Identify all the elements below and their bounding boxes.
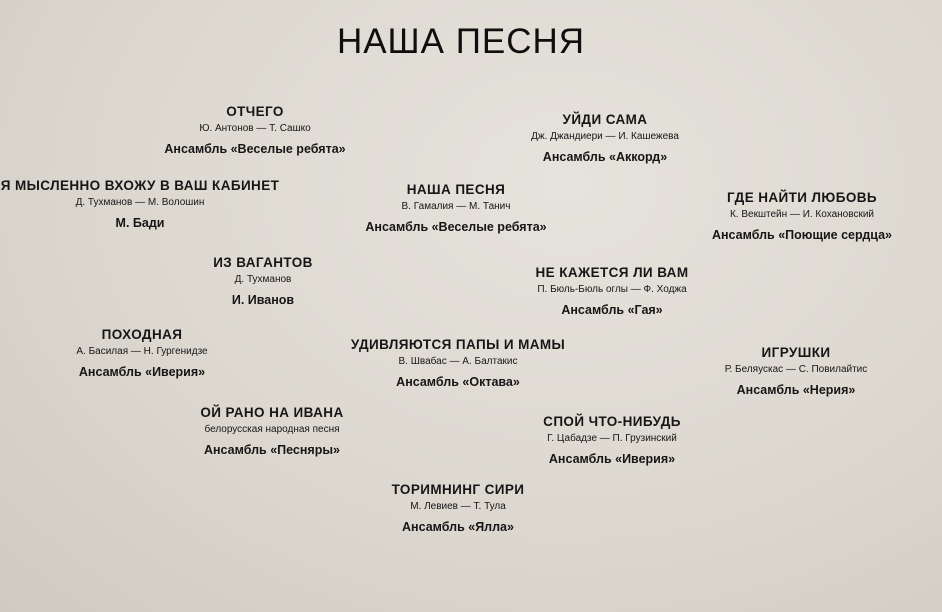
song-title: ТОРИМНИНГ СИРИ <box>391 482 525 497</box>
song-performer: Ансамбль «Нерия» <box>736 383 856 397</box>
song-performer: Ансамбль «Веселые ребята» <box>365 220 547 234</box>
song-performer: Ансамбль «Иверия» <box>548 452 676 466</box>
song-performer: Ансамбль «Веселые ребята» <box>164 142 346 156</box>
song-ne-kazhetsya-li-vam <box>512 264 712 318</box>
song-title: ОТЧЕГО <box>226 104 284 119</box>
song-title: ГДЕ НАЙТИ ЛЮБОВЬ <box>726 190 878 205</box>
song-ya-myslenno <box>0 177 280 231</box>
song-iz-vagantov <box>193 254 333 308</box>
song-authors: Р. Беляускас — С. Повилайтис <box>724 364 868 375</box>
song-authors: Ю. Антонов — Т. Сашко <box>199 123 311 134</box>
song-gde-nayti-lyubov <box>692 189 912 243</box>
song-authors: Д. Тухманов — М. Волошин <box>75 197 205 208</box>
song-performer: Ансамбль «Ялла» <box>402 520 514 534</box>
song-title: ИЗ ВАГАНТОВ <box>213 255 313 270</box>
song-otchego <box>155 103 355 157</box>
song-authors: П. Бюль-Бюль оглы — Ф. Ходжа <box>537 284 687 295</box>
song-authors: белорусская народная песня <box>204 424 340 435</box>
song-spoy-chto-nibud <box>522 413 702 467</box>
page-title: НАША ПЕСНЯ <box>336 22 586 61</box>
song-performer: Ансамбль «Поющие сердца» <box>711 228 893 242</box>
song-title: СПОЙ ЧТО-НИБУДЬ <box>543 414 681 429</box>
song-pokhodnaya <box>62 326 222 380</box>
song-title: УЙДИ САМА <box>562 112 648 127</box>
song-oy-rano-na-ivana <box>182 404 362 458</box>
song-title: НЕ КАЖЕТСЯ ЛИ ВАМ <box>535 265 689 280</box>
song-authors: К. Векштейн — И. Кохановский <box>729 209 874 220</box>
song-authors: В. Швабас — А. Балтакис <box>398 356 518 367</box>
song-performer: Ансамбль «Песняры» <box>203 443 340 457</box>
song-title: УДИВЛЯЮТСЯ ПАПЫ И МАМЫ <box>350 337 566 352</box>
song-uydi-sama <box>505 111 705 165</box>
song-performer: Ансамбль «Гая» <box>561 303 663 317</box>
song-udivlyayutsya <box>348 336 568 390</box>
song-performer: Ансамбль «Аккорд» <box>542 150 668 164</box>
song-performer: М. Бади <box>115 216 165 230</box>
song-nasha-pesnya <box>356 181 556 235</box>
song-title: ИГРУШКИ <box>761 345 831 360</box>
song-performer: Ансамбль «Октава» <box>396 375 520 389</box>
song-title: Я МЫСЛЕННО ВХОЖУ В ВАШ КАБИНЕТ <box>0 178 280 193</box>
song-title: ОЙ РАНО НА ИВАНА <box>200 405 344 420</box>
song-title: ПОХОДНАЯ <box>101 327 183 342</box>
song-authors: А. Басилая — Н. Гургенидзе <box>76 346 208 357</box>
song-authors: Д. Тухманов <box>234 274 292 285</box>
song-igrushki <box>706 344 886 398</box>
song-authors: М. Левиев — Т. Тула <box>410 501 506 512</box>
song-performer: Ансамбль «Иверия» <box>78 365 206 379</box>
song-performer: И. Иванов <box>231 293 295 307</box>
song-torimning-siri <box>378 481 538 535</box>
song-authors: Дж. Джандиери — И. Кашежева <box>531 131 679 142</box>
song-authors: Г. Цабадзе — П. Грузинский <box>547 433 677 444</box>
song-title: НАША ПЕСНЯ <box>406 182 506 197</box>
song-authors: В. Гамалия — М. Танич <box>401 201 511 212</box>
